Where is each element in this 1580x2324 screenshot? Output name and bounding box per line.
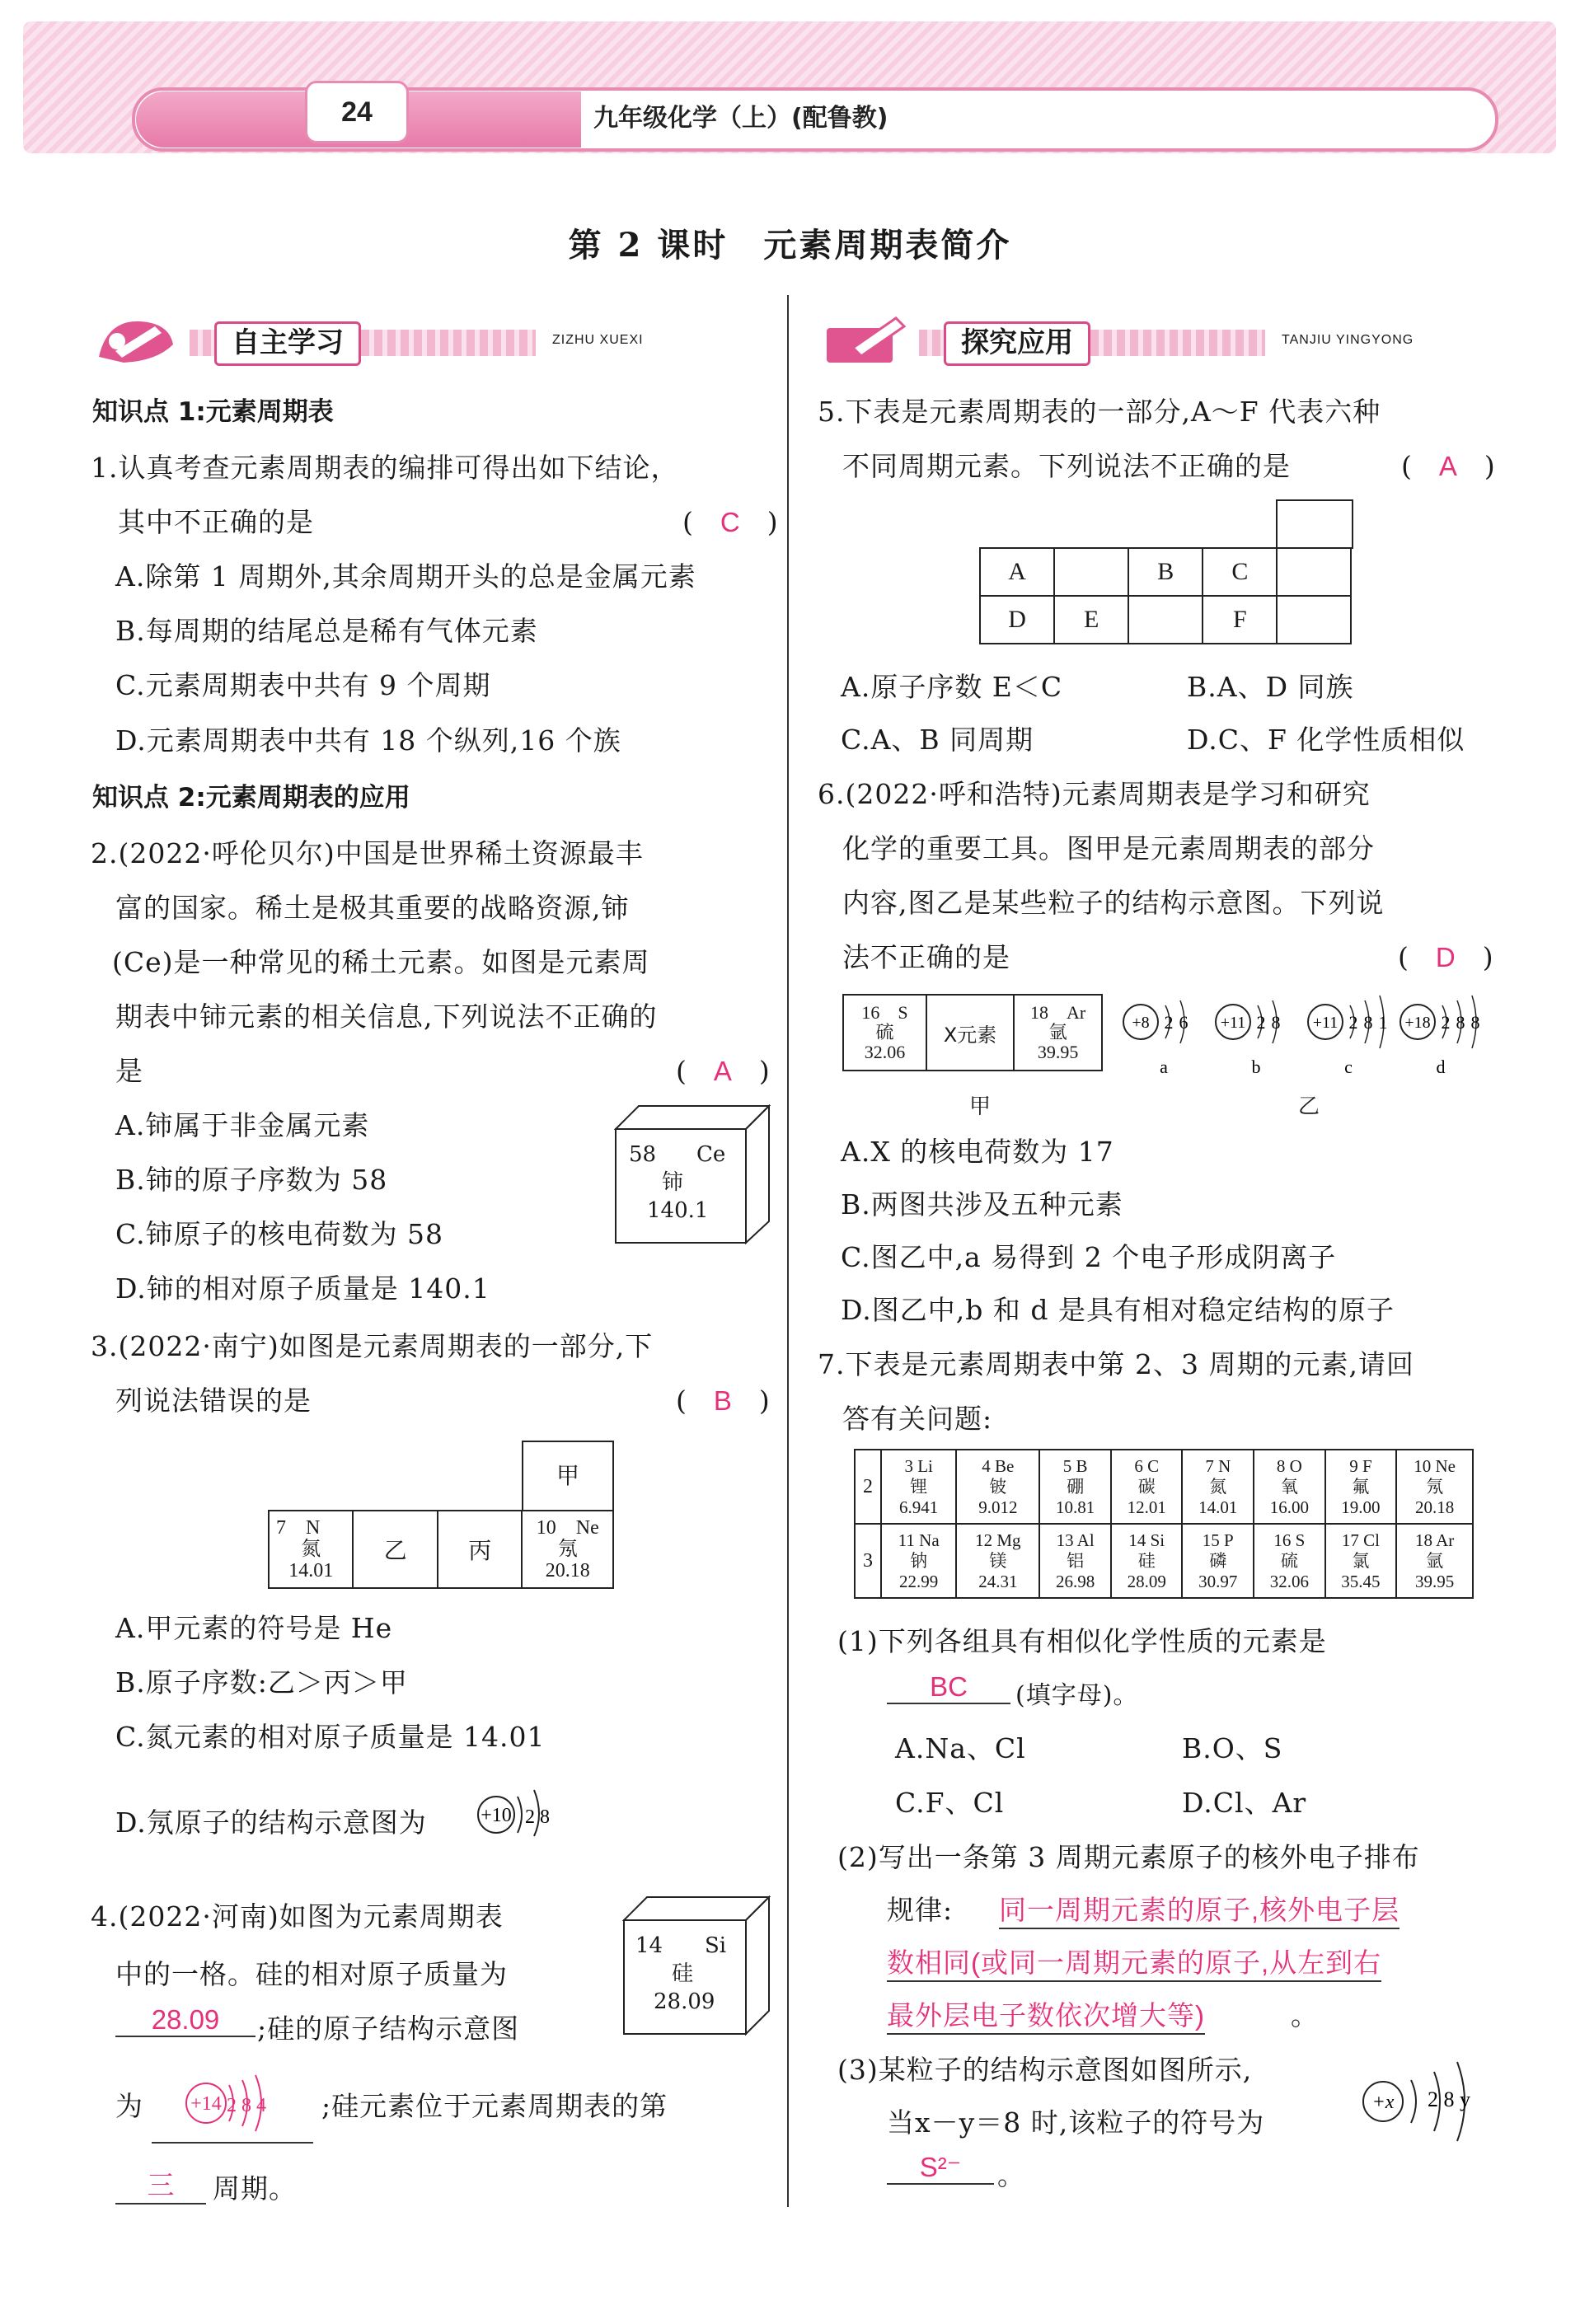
pencil-icon <box>820 312 911 369</box>
lesson-title: 第 2 课时 元素周期表简介 <box>568 226 1012 265</box>
q7-p1-option-d: D.Cl、Ar <box>1182 1787 1307 1819</box>
cell-number: 14 <box>635 1933 663 1958</box>
q5-cell-d: D <box>980 596 1054 644</box>
q7-p2-answer-line1[interactable]: 同一周期元素的原子,核外电子层 <box>999 1889 1399 1929</box>
q5-cell-empty <box>1054 548 1128 596</box>
q6-option-b: B.两图共涉及五种元素 <box>841 1188 1123 1221</box>
q7-line2: 答有关问题: <box>842 1403 993 1435</box>
q5-cell-empty <box>1277 596 1351 644</box>
q1-answer-bracket: ( C ) <box>682 506 778 538</box>
q5-cell-f: F <box>1203 596 1277 644</box>
element-mass: 10.81 <box>1055 1497 1095 1517</box>
q6-line4: 法不正确的是 <box>842 941 1010 973</box>
q2-option-c: C.铈原子的核电荷数为 58 <box>115 1218 444 1250</box>
q6-jia-table <box>842 994 1103 1071</box>
s-symbol: S <box>898 1002 908 1023</box>
element-name: 镁 <box>989 1550 1007 1571</box>
shell-electron-count: 2 <box>1256 1012 1266 1033</box>
element-mass: 19.00 <box>1341 1497 1381 1517</box>
shell-label: 2 8 y <box>1428 2087 1470 2111</box>
q1-line2: 其中不正确的是 <box>118 506 314 538</box>
ne-mass: 20.18 <box>545 1560 590 1581</box>
q5-option-c: C.A、B 同周期 <box>841 724 1034 756</box>
q3-answer-bracket: ( B ) <box>676 1385 770 1417</box>
q7-p3-line1: (3)某粒子的结构示意图如图所示, <box>837 2054 1253 2086</box>
n-symbol: N <box>306 1517 321 1539</box>
q7-p3-line2: 当x－y＝8 时,该粒子的符号为 <box>887 2106 1265 2139</box>
q1-option-c: C.元素周期表中共有 9 个周期 <box>115 669 491 701</box>
ne-number-symbol <box>523 1517 612 1539</box>
element-number-symbol: 6 C <box>1134 1455 1160 1476</box>
q7-p2-answer-line3[interactable]: 最外层电子数依次增大等) <box>887 1994 1205 2035</box>
element-mass: 26.98 <box>1055 1571 1095 1591</box>
element-number-symbol: 8 O <box>1276 1455 1302 1476</box>
q4-blank-period[interactable]: 三 <box>115 2164 206 2205</box>
element-cell-be <box>956 1450 1039 1524</box>
element-cell-li <box>881 1450 956 1524</box>
cell-mass: 28.09 <box>654 1989 715 2014</box>
element-mass: 6.941 <box>899 1497 939 1517</box>
element-mass: 20.18 <box>1414 1497 1455 1517</box>
s-name: 硫 <box>875 1022 894 1043</box>
q2-element-cell <box>614 1104 771 1244</box>
q3-option-c: C.氮元素的相对原子质量是 14.01 <box>115 1721 546 1753</box>
q7-p3-end: 。 <box>997 2159 1025 2191</box>
element-name: 钠 <box>910 1550 928 1571</box>
n-number: 7 <box>276 1517 286 1539</box>
q5-cell-a: A <box>980 548 1054 596</box>
element-name: 氖 <box>1426 1476 1444 1497</box>
element-mass: 35.45 <box>1341 1571 1381 1591</box>
shell-electron-count: 2 <box>1441 1012 1451 1033</box>
element-number-symbol: 11 Na <box>898 1530 940 1550</box>
cell-3d-frame <box>622 1895 771 2036</box>
element-mass: 32.06 <box>1269 1571 1309 1591</box>
element-name: 氯 <box>1352 1550 1370 1571</box>
q3-option-b: B.原子序数:乙＞丙＞甲 <box>115 1666 408 1698</box>
element-name: 硼 <box>1067 1476 1085 1497</box>
q7-p1-option-a: A.Na、Cl <box>895 1732 1026 1764</box>
q7-p2-label: 规律: <box>887 1894 954 1926</box>
element-mass: 14.01 <box>1198 1497 1238 1517</box>
q4-line2: 中的一格。硅的相对原子质量为 <box>115 1958 508 1990</box>
q5-grid <box>979 547 1352 644</box>
page-number: 24 <box>305 81 409 143</box>
ne-name: 氖 <box>557 1539 578 1560</box>
banner-label: 探究应用 <box>944 321 1090 366</box>
q7-period-3-row <box>855 1524 1473 1598</box>
pen-icon <box>91 312 181 369</box>
element-number-symbol: 7 N <box>1205 1455 1231 1476</box>
shell-electron-count: 2 <box>1348 1012 1358 1033</box>
ar-mass: 39.95 <box>1037 1042 1079 1062</box>
nucleus-label: +10 <box>481 1805 512 1826</box>
ar-number-symbol <box>1015 1003 1101 1023</box>
q6-line1: 6.(2022·呼和浩特)元素周期表是学习和研究 <box>818 778 1371 810</box>
element-name: 碳 <box>1137 1476 1156 1497</box>
q3-ne-cell <box>522 1511 613 1588</box>
element-number-symbol: 16 S <box>1273 1530 1306 1550</box>
n-number-symbol <box>270 1517 352 1539</box>
element-number-symbol: 12 Mg <box>975 1530 1021 1550</box>
q3-line1: 3.(2022·南宁)如图是元素周期表的一部分,下 <box>91 1330 654 1362</box>
element-cell-f <box>1325 1450 1397 1524</box>
q6-line2: 化学的重要工具。图甲是元素周期表的部分 <box>842 832 1375 864</box>
element-name: 硫 <box>1280 1550 1298 1571</box>
element-mass: 12.01 <box>1127 1497 1166 1517</box>
element-cell-o <box>1254 1450 1325 1524</box>
q5-line1: 5.下表是元素周期表的一部分,A～F 代表六种 <box>818 396 1381 428</box>
shell-electron-count: 6 <box>1179 1012 1189 1033</box>
q7-p3-blank[interactable]: S²⁻ <box>887 2151 994 2185</box>
q5-answer: A <box>1438 451 1457 481</box>
banner-label: 自主学习 <box>214 321 361 366</box>
column-divider <box>787 295 789 2207</box>
q5-answer-bracket: ( A ) <box>1401 450 1495 482</box>
element-cell-al <box>1039 1524 1111 1598</box>
ar-symbol: Ar <box>1066 1002 1086 1023</box>
element-name: 氩 <box>1426 1550 1444 1571</box>
element-mass: 22.99 <box>899 1571 939 1591</box>
silicon-atom-diagram <box>152 2062 313 2144</box>
q6-s-cell <box>843 995 926 1071</box>
q5-line2: 不同周期元素。下列说法不正确的是 <box>842 450 1291 482</box>
element-cell-mg <box>956 1524 1039 1598</box>
q3-answer: B <box>713 1385 732 1416</box>
element-cell-si <box>1111 1524 1183 1598</box>
particle-b <box>1216 1000 1281 1077</box>
q3-option-d: D.氖原子的结构示意图为 <box>115 1806 427 1839</box>
element-name: 铝 <box>1067 1550 1085 1571</box>
q4-blank-mass[interactable]: 28.09 <box>115 2004 256 2037</box>
element-mass: 16.00 <box>1269 1497 1309 1517</box>
shell-label: 2 8 <box>525 1806 550 1828</box>
element-number-symbol: 18 Ar <box>1414 1530 1455 1550</box>
q3-jia-cell: 甲 <box>522 1441 614 1511</box>
element-number-symbol: 3 Li <box>904 1455 933 1476</box>
element-cell-n <box>1182 1450 1254 1524</box>
nucleus-label: +x <box>1371 2092 1395 2113</box>
q4-line3: ;硅的原子结构示意图 <box>257 2012 520 2045</box>
nucleus-label: +11 <box>1220 1014 1246 1032</box>
q3-periodic-table <box>268 1441 614 1589</box>
q2-option-d: D.铈的相对原子质量是 140.1 <box>115 1272 490 1305</box>
q3-option-a: A.甲元素的符号是 He <box>115 1612 393 1644</box>
q7-p1-blank[interactable]: BC <box>887 1671 1010 1704</box>
knowledge-point-1: 知识点 1:元素周期表 <box>92 397 334 427</box>
q6-x-cell: X元素 <box>926 995 1014 1071</box>
cell-name: 硅 <box>672 1961 694 1986</box>
cell-symbol: Ce <box>696 1142 726 1167</box>
ar-name: 氩 <box>1048 1022 1067 1043</box>
element-cell-cl <box>1325 1524 1397 1598</box>
period-number: 2 <box>855 1450 881 1524</box>
particle-c <box>1308 996 1388 1077</box>
q7-particle-diagram <box>1357 2047 1497 2154</box>
element-name: 氮 <box>1209 1476 1227 1497</box>
element-cell-p <box>1182 1524 1254 1598</box>
element-name: 锂 <box>910 1476 928 1497</box>
element-cell-b <box>1039 1450 1111 1524</box>
q5-option-d: D.C、F 化学性质相似 <box>1187 724 1465 756</box>
nucleus-label: +14 <box>190 2093 222 2115</box>
q5-cell-c: C <box>1203 548 1277 596</box>
q5-cell-empty <box>1277 548 1351 596</box>
element-mass: 39.95 <box>1414 1571 1455 1591</box>
q2-line3: (Ce)是一种常见的稀土元素。如图是元素周 <box>112 946 650 978</box>
q5-periodic-table <box>979 499 1352 644</box>
shell-label: 2 8 4 <box>227 2095 266 2116</box>
q6-jia-label: 甲 <box>969 1094 992 1119</box>
q5-option-a: A.原子序数 E＜C <box>841 671 1063 703</box>
q2-option-b: B.铈的原子序数为 58 <box>115 1164 388 1196</box>
q7-line1: 7.下表是元素周期表中第 2、3 周期的元素,请回 <box>818 1348 1414 1380</box>
n-mass: 14.01 <box>288 1560 334 1581</box>
element-name: 磷 <box>1209 1550 1227 1571</box>
neon-atom-diagram <box>471 1772 570 1838</box>
period-number: 3 <box>855 1524 881 1598</box>
element-name: 硅 <box>1137 1550 1156 1571</box>
q1-option-a: A.除第 1 周期外,其余周期开头的总是金属元素 <box>115 560 696 593</box>
element-number-symbol: 17 Cl <box>1341 1530 1380 1550</box>
banner-pinyin: ZIZHU XUEXI <box>552 333 644 347</box>
q2-line5: 是 <box>115 1055 143 1087</box>
q6-option-a: A.X 的核电荷数为 17 <box>841 1136 1114 1168</box>
particle-label: c <box>1344 1057 1353 1077</box>
s-number: 16 <box>861 1002 880 1023</box>
q1-option-b: B.每周期的结尾总是稀有气体元素 <box>115 615 538 647</box>
q5-cell-e: E <box>1054 596 1128 644</box>
element-number-symbol: 14 Si <box>1128 1530 1165 1550</box>
nucleus-label: +11 <box>1312 1014 1339 1032</box>
element-mass: 28.09 <box>1127 1571 1166 1591</box>
banner-pinyin: TANJIU YINGYONG <box>1282 333 1414 347</box>
nucleus-label: +8 <box>1132 1014 1150 1032</box>
book-title: 九年级化学（上）(配鲁教) <box>593 104 888 133</box>
s-mass: 32.06 <box>864 1042 906 1062</box>
q2-line1: 2.(2022·呼伦贝尔)中国是世界稀土资源最丰 <box>91 837 644 869</box>
q5-top-cell <box>1276 499 1353 549</box>
s-number-symbol <box>844 1003 926 1023</box>
ne-number: 10 <box>536 1517 556 1539</box>
ne-symbol: Ne <box>575 1517 599 1539</box>
cell-number: 58 <box>629 1142 657 1167</box>
q1-answer: C <box>720 507 740 537</box>
q7-p1-option-c: C.F、Cl <box>895 1787 1005 1819</box>
shell-electron-count: 1 <box>1378 1012 1388 1033</box>
q3-row-table <box>268 1510 614 1589</box>
shell-electron-count: 8 <box>1363 1012 1373 1033</box>
particle-a <box>1123 1000 1189 1077</box>
n-name: 氮 <box>301 1539 321 1560</box>
q7-period-2-row <box>855 1450 1473 1524</box>
cell-name: 铈 <box>662 1170 684 1195</box>
element-number-symbol: 13 Al <box>1056 1530 1095 1550</box>
q2-answer: A <box>713 1056 732 1086</box>
shell-electron-count: 8 <box>1470 1012 1480 1033</box>
q7-p1-hint: (填字母)。 <box>1015 1681 1139 1710</box>
element-cell-na <box>881 1524 956 1598</box>
q7-p1-line1: (1)下列各组具有相似化学性质的元素是 <box>837 1625 1327 1657</box>
shell-electron-count: 8 <box>1456 1012 1465 1033</box>
q7-p2-line1: (2)写出一条第 3 周期元素原子的核外电子排布 <box>837 1841 1420 1873</box>
cell-3d-frame <box>614 1104 771 1244</box>
element-cell-ne <box>1396 1450 1473 1524</box>
particle-label: a <box>1160 1057 1168 1077</box>
q6-answer: D <box>1435 942 1456 972</box>
nucleus-label: +18 <box>1404 1014 1431 1032</box>
shell-electron-count: 2 <box>1164 1012 1174 1033</box>
q5-option-b: B.A、D 同族 <box>1187 671 1354 703</box>
element-name: 氧 <box>1280 1476 1298 1497</box>
q6-particle-diagrams <box>1118 984 1497 1083</box>
q3-bing-cell: 丙 <box>438 1511 522 1588</box>
element-cell-s <box>1254 1524 1325 1598</box>
q4-line1: 4.(2022·河南)如图为元素周期表 <box>91 1900 504 1933</box>
element-number-symbol: 10 Ne <box>1414 1455 1456 1476</box>
q3-n-cell <box>269 1511 353 1588</box>
section-banner-left <box>91 321 644 363</box>
particle-label: b <box>1251 1057 1261 1077</box>
q6-ar-cell <box>1014 995 1102 1071</box>
q1-option-d: D.元素周期表中共有 18 个纵列,16 个族 <box>115 724 621 757</box>
cell-mass: 140.1 <box>647 1198 709 1223</box>
element-cell-c <box>1111 1450 1183 1524</box>
q2-answer-bracket: ( A ) <box>676 1055 770 1087</box>
knowledge-point-2: 知识点 2:元素周期表的应用 <box>92 783 410 813</box>
shell-electron-count: 8 <box>1271 1012 1281 1033</box>
particle-label: d <box>1436 1057 1446 1077</box>
element-cell-ar <box>1396 1524 1473 1598</box>
element-mass: 24.31 <box>978 1571 1018 1591</box>
q2-option-a: A.铈属于非金属元素 <box>115 1109 370 1141</box>
q5-cell-b: B <box>1128 548 1203 596</box>
section-banner-right <box>820 321 1414 363</box>
q7-p2-answer-line2[interactable]: 数相同(或同一周期元素的原子,从左到右 <box>887 1942 1381 1982</box>
q7-p2-end: 。 <box>1291 1999 1319 2031</box>
q7-p1-option-b: B.O、S <box>1182 1732 1283 1764</box>
q6-option-d: D.图乙中,b 和 d 是具有相对稳定结构的原子 <box>841 1294 1395 1326</box>
cell-symbol: Si <box>705 1933 727 1958</box>
element-number-symbol: 15 P <box>1202 1530 1234 1550</box>
element-name: 铍 <box>989 1476 1007 1497</box>
q4-element-cell <box>622 1895 771 2036</box>
q6-answer-bracket: ( D ) <box>1398 941 1493 973</box>
q6-line3: 内容,图乙是某些粒子的结构示意图。下列说 <box>842 887 1385 919</box>
q6-yi-label: 乙 <box>1298 1094 1321 1119</box>
q3-yi-cell: 乙 <box>353 1511 437 1588</box>
q5-cell-empty <box>1128 596 1203 644</box>
element-number-symbol: 4 Be <box>982 1455 1015 1476</box>
q4-line5-post: 周期。 <box>213 2172 297 2205</box>
q6-option-c: C.图乙中,a 易得到 2 个电子形成阴离子 <box>841 1241 1337 1273</box>
q2-line2: 富的国家。稀土是极其重要的战略资源,铈 <box>115 892 630 924</box>
q1-line1: 1.认真考查元素周期表的编排可得出如下结论， <box>91 452 679 484</box>
particle-d <box>1400 996 1480 1077</box>
element-name: 氟 <box>1352 1476 1370 1497</box>
q2-line4: 期表中铈元素的相关信息,下列说法不正确的 <box>115 1000 658 1033</box>
q3-line2: 列说法错误的是 <box>115 1385 312 1417</box>
element-mass: 30.97 <box>1198 1571 1238 1591</box>
q4-line4-pre: 为 <box>115 2090 143 2122</box>
element-number-symbol: 5 B <box>1062 1455 1088 1476</box>
q7-periodic-table <box>854 1449 1474 1599</box>
q4-line4-post: ;硅元素位于元素周期表的第 <box>321 2090 668 2122</box>
element-mass: 9.012 <box>978 1497 1018 1517</box>
element-number-symbol: 9 F <box>1349 1455 1372 1476</box>
ar-number: 18 <box>1029 1002 1048 1023</box>
